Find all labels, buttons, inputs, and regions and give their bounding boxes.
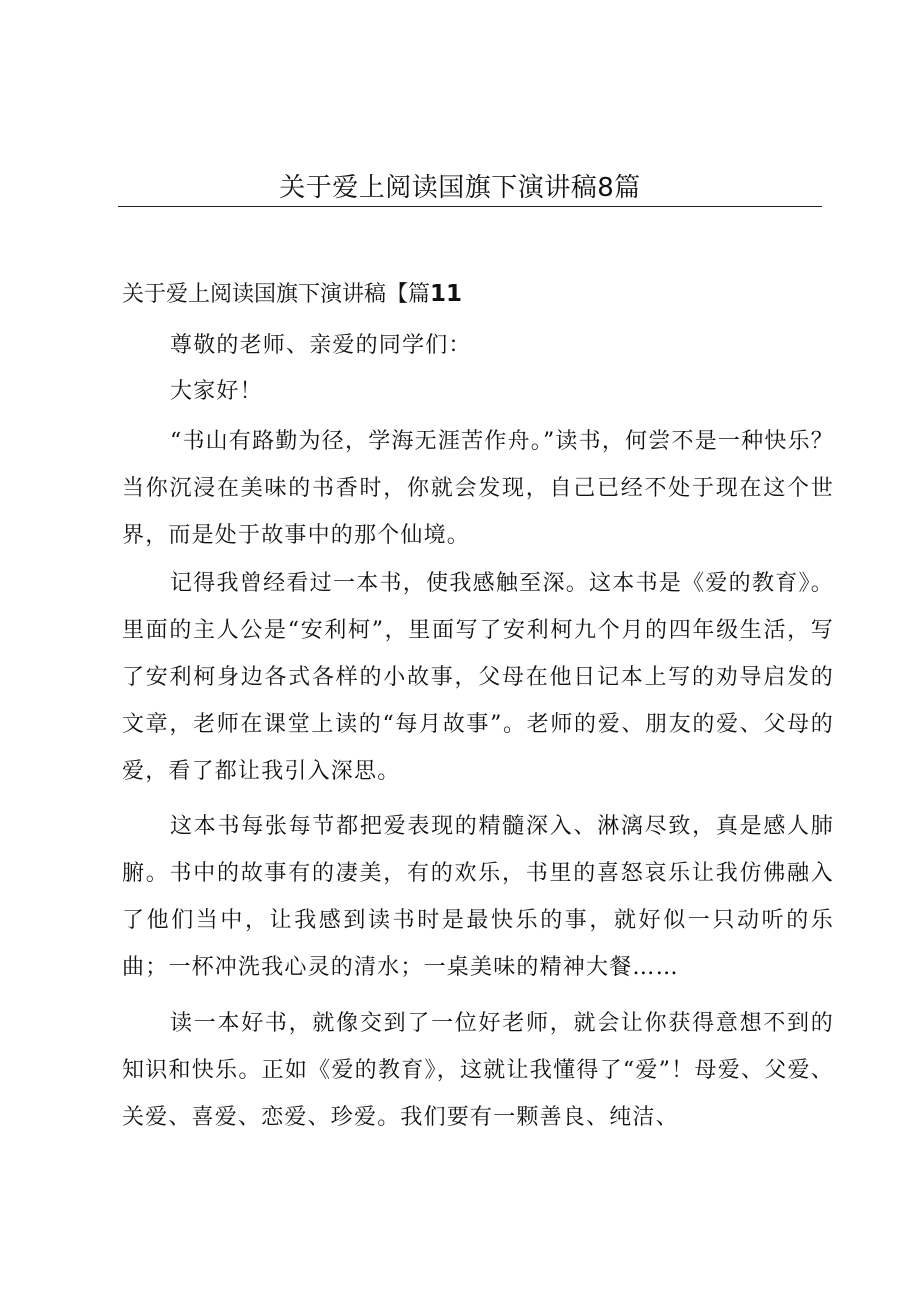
- title-divider: [118, 206, 822, 207]
- paragraph-4: 读一本好书，就像交到了一位好老师，就会让你获得意想不到的知识和快乐。正如《爱的教育》，这就让我懂得了“爱”！母爱、父爱、关爱、喜爱、恋爱、珍爱。我们要有一颗善良、纯洁、: [122, 1011, 834, 1130]
- page-title: 关于爱上阅读国旗下演讲稿8篇: [279, 173, 641, 203]
- section-number: 11: [430, 281, 463, 307]
- paragraph-3: 这本书每张每节都把爱表现的精髓深入、淋漓尽致，真是感人肺腑。书中的故事有的凄美，有的欢乐，书里的喜怒哀乐让我仿佛融入了他们当中，让我感到读书时是最快乐的事，就好似一只动听的乐曲；一杯冲洗我心灵的清水；一桌美味的精神大餐……: [122, 814, 834, 980]
- paragraph-1: “书山有路勤为径，学海无涯苦作舟。”读书，何尝不是一种快乐？当你沉浸在美味的书香时，你就会发现，自己已经不处于现在这个世界，而是处于故事中的那个仙境。: [122, 429, 834, 548]
- hello-line: 大家好！: [170, 379, 263, 404]
- greeting-line: 尊敬的老师、亲爱的同学们：: [170, 333, 472, 358]
- section-heading: [122, 278, 462, 311]
- section-heading-text: 关于爱上阅读国旗下演讲稿【篇: [122, 282, 431, 307]
- paragraph-2: 记得我曾经看过一本书，使我感触至深。这本书是《爱的教育》。里面的主人公是“安利柯”，里面写了安利柯九个月的四年级生活，写了安利柯身边各式各样的小故事，父母在他日记本上写的劝导启发的文章，老师在课堂上读的“每月故事”。老师的爱、朋友的爱、父母的爱，看了都让我引入深思。: [122, 571, 834, 784]
